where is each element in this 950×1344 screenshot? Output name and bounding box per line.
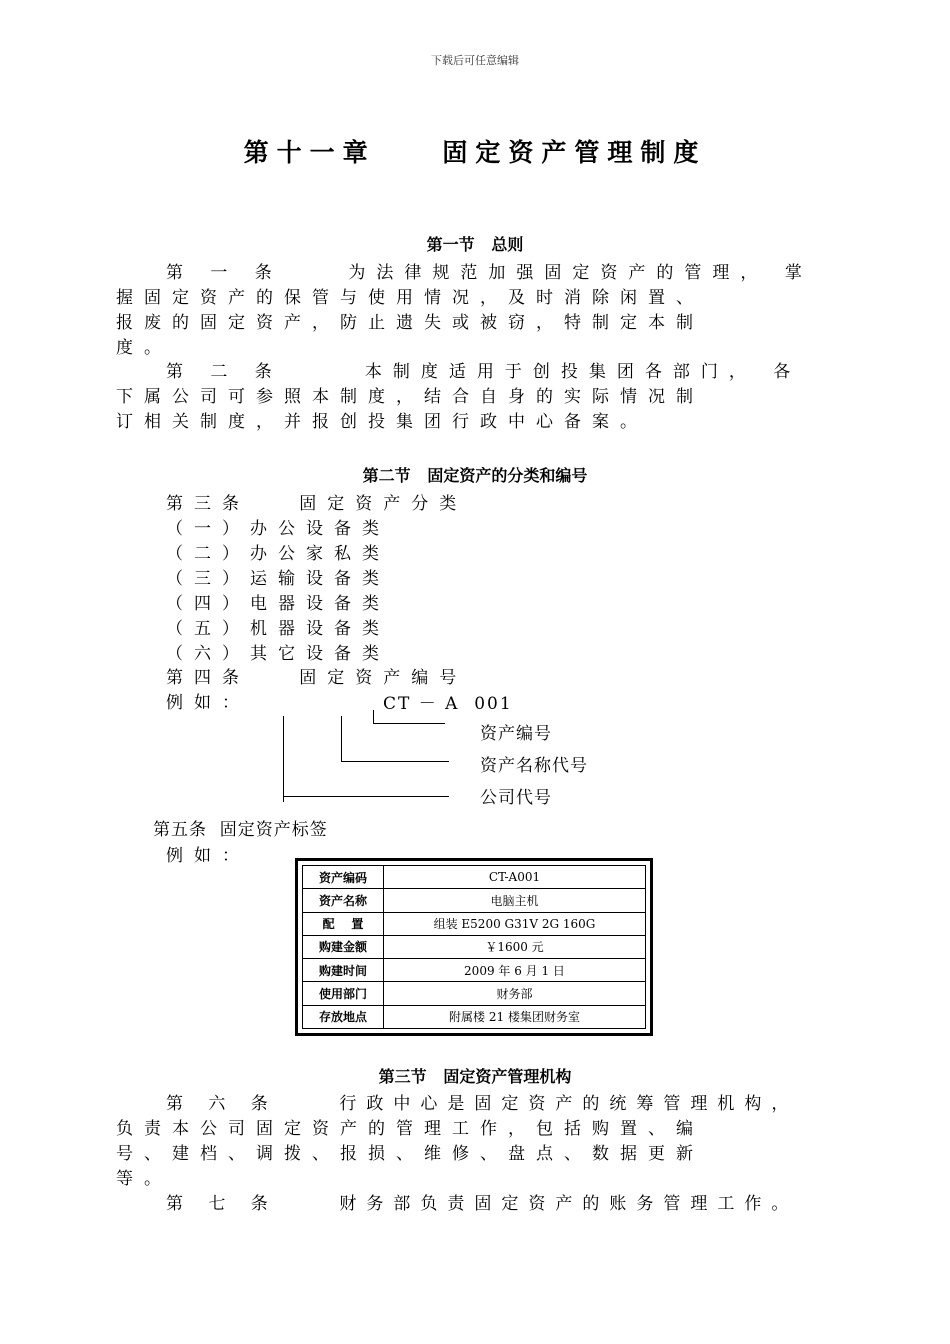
category-item: （二）办公家私类: [166, 544, 390, 564]
label-value: 2009 年 6 月 1 日: [384, 959, 646, 982]
section-1-line: 第 二 条 本制度适用于创投集团各部门， 各: [166, 362, 802, 382]
label-value: 财务部: [384, 982, 646, 1005]
table-row: [303, 959, 646, 982]
category-item: （五）机器设备类: [166, 619, 390, 639]
connector-line: [283, 716, 284, 802]
section-1-line: 度。: [116, 338, 172, 358]
asset-label-table: [302, 865, 646, 1029]
code-part-label: 公司代号: [480, 788, 552, 808]
category-item: （三）运输设备类: [166, 569, 390, 589]
table-row: [303, 1005, 646, 1028]
label-value: CT-A001: [384, 866, 646, 889]
asset-label-card: [295, 858, 653, 1036]
label-value: ￥1600 元: [384, 935, 646, 958]
section-3-title: 第三节 固定资产管理机构: [378, 1067, 572, 1086]
code-part-label: 资产编号: [480, 724, 552, 744]
code-example: CT － A 001: [383, 694, 513, 714]
label-key: 资产名称: [303, 889, 384, 912]
connector-line: [341, 716, 342, 761]
article-5: 第五条 固定资产标签: [153, 820, 328, 840]
table-row: [303, 889, 646, 912]
label-key: 存放地点: [303, 1005, 384, 1028]
table-row: [303, 866, 646, 889]
section-3-line: 等。: [116, 1169, 172, 1189]
article-3: 第三条 固定资产分类: [166, 494, 468, 514]
label-value: 电脑主机: [384, 889, 646, 912]
section-1-line: 握固定资产的保管与使用情况，及时消除闲置、: [116, 288, 704, 308]
category-item: （六）其它设备类: [166, 644, 390, 664]
table-row: [303, 935, 646, 958]
label-key: 购建时间: [303, 959, 384, 982]
connector-line: [373, 710, 374, 723]
label-key: 使用部门: [303, 982, 384, 1005]
header-note: 下载后可任意编辑: [431, 54, 519, 67]
section-1-line: 报废的固定资产，防止遗失或被窃，特制定本制: [116, 313, 704, 333]
code-part-label: 资产名称代号: [480, 756, 588, 776]
label-key: 配 置: [303, 912, 384, 935]
section-3-line: 第 七 条 财务部负责固定资产的账务管理工作。: [166, 1194, 799, 1214]
section-3-line: 号、建档、调拨、报损、维修、盘点、数据更新: [116, 1144, 704, 1164]
chapter-title: 第十一章 固定资产管理制度: [243, 138, 707, 167]
section-1-title: 第一节 总则: [426, 235, 524, 254]
table-row: [303, 982, 646, 1005]
connector-line: [373, 723, 445, 724]
connector-line: [341, 761, 449, 762]
example-label: 例如：: [166, 846, 250, 866]
section-1-line: 第 一 条 为法律规范加强固定资产的管理， 掌: [166, 263, 813, 283]
article-4: 第四条 固定资产编号: [166, 668, 468, 688]
example-label: 例如：: [166, 693, 250, 713]
section-1-line: 订相关制度，并报创投集团行政中心备案。: [116, 412, 648, 432]
category-item: （一）办公设备类: [166, 519, 390, 539]
label-value: 附属楼 21 楼集团财务室: [384, 1005, 646, 1028]
section-3-line: 第 六 条 行政中心是固定资产的统筹管理机构，: [166, 1094, 799, 1114]
section-3-line: 负责本公司固定资产的管理工作，包括购置、编: [116, 1119, 704, 1139]
connector-line: [283, 796, 449, 797]
label-value: 组装 E5200 G31V 2G 160G: [384, 912, 646, 935]
section-1-line: 下属公司可参照本制度，结合自身的实际情况制: [116, 387, 704, 407]
table-row: [303, 912, 646, 935]
section-2-title: 第二节 固定资产的分类和编号: [362, 466, 588, 485]
label-key: 购建金额: [303, 935, 384, 958]
category-item: （四）电器设备类: [166, 594, 390, 614]
label-key: 资产编码: [303, 866, 384, 889]
